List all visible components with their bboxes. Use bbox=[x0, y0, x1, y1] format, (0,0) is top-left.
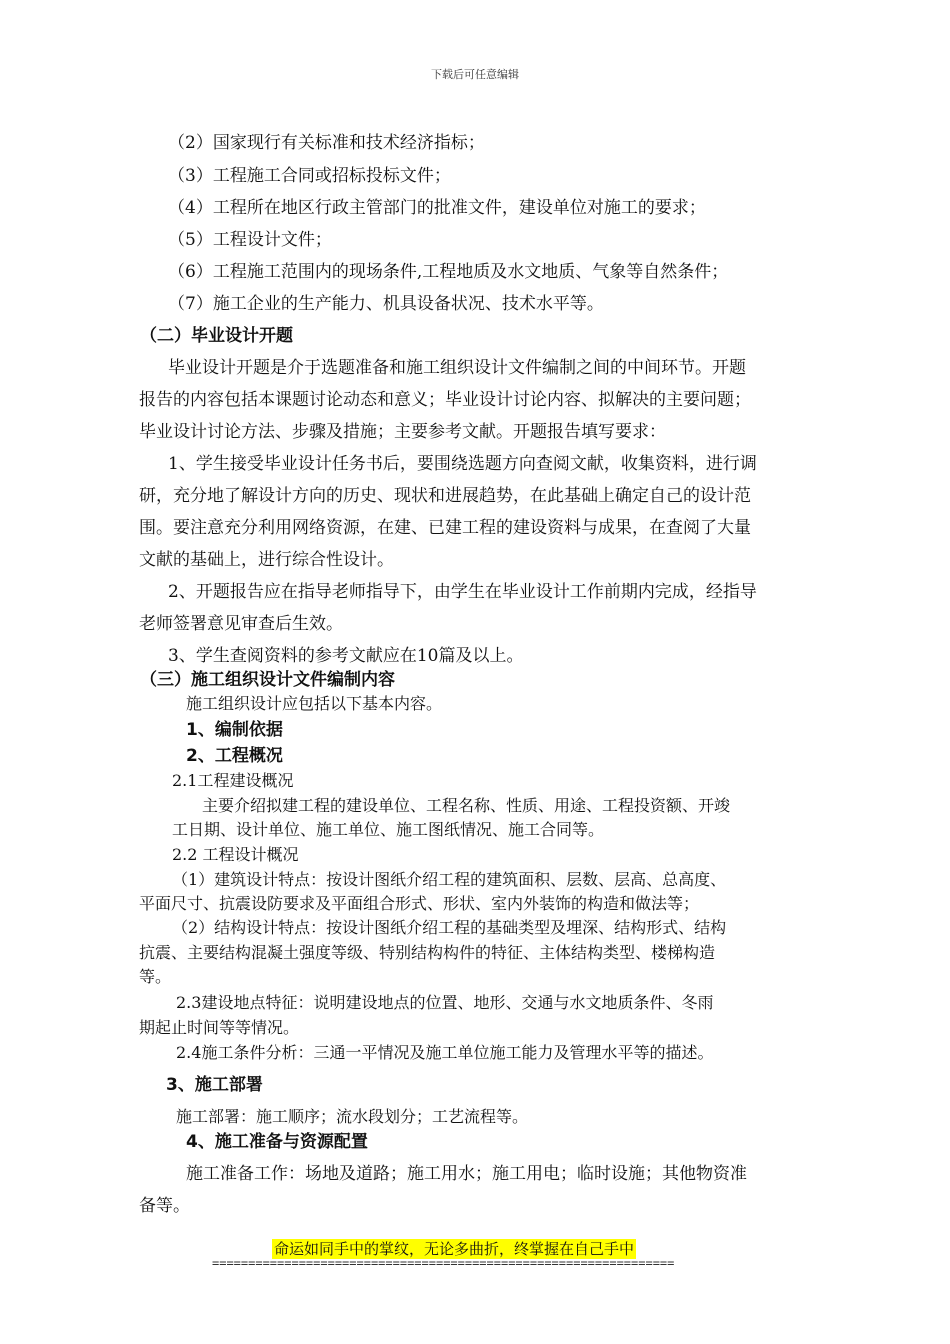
paragraph-line: 毕业设计开题是介于选题准备和施工组织设计文件编制之间的中间环节。开题 bbox=[168, 358, 746, 378]
basis-item: （5）工程设计文件； bbox=[168, 230, 332, 250]
requirement-line: 围。要注意充分利用网络资源，在建、已建工程的建设资料与成果，在查阅了大量 bbox=[139, 518, 751, 538]
subsection-heading: 3、施工部署 bbox=[166, 1075, 263, 1095]
paragraph-line: （1）建筑设计特点：按设计图纸介绍工程的建筑面积、层数、层高、总高度、 bbox=[172, 870, 727, 889]
paragraph-line: 平面尺寸、抗震设防要求及平面组合形式、形状、室内外装饰的构造和做法等； bbox=[139, 894, 700, 913]
paragraph-line: 2.4施工条件分析：三通一平情况及施工单位施工能力及管理水平等的描述。 bbox=[176, 1043, 714, 1062]
paragraph-line: 工日期、设计单位、施工单位、施工图纸情况、施工合同等。 bbox=[172, 820, 605, 839]
requirement-line: 文献的基础上，进行综合性设计。 bbox=[139, 550, 394, 570]
paragraph-line: 施工组织设计应包括以下基本内容。 bbox=[186, 694, 443, 713]
section-heading: （三）施工组织设计文件编制内容 bbox=[140, 670, 395, 690]
paragraph-line: （2）结构设计特点：按设计图纸介绍工程的基础类型及埋深、结构形式、结构 bbox=[172, 918, 727, 937]
paragraph-line: 报告的内容包括本课题讨论动态和意义；毕业设计讨论内容、拟解决的主要问题； bbox=[139, 390, 751, 410]
basis-item: （2）国家现行有关标准和技术经济指标； bbox=[168, 133, 485, 153]
requirement-line: 老师签署意见审查后生效。 bbox=[139, 614, 343, 634]
header-note: 下载后可任意编辑 bbox=[431, 68, 519, 81]
paragraph-line: 期起止时间等等情况。 bbox=[139, 1018, 300, 1037]
subsection-title: 2.1工程建设概况 bbox=[172, 771, 294, 790]
subsection-heading: 1、编制依据 bbox=[186, 720, 283, 740]
paragraph-line: 等。 bbox=[139, 967, 172, 986]
paragraph-line: 施工部署：施工顺序；流水段划分；工艺流程等。 bbox=[176, 1107, 529, 1126]
footer-banner: 命运如同手中的掌纹，无论多曲折，终掌握在自己手中 bbox=[274, 1240, 635, 1258]
section-heading: （二）毕业设计开题 bbox=[140, 326, 293, 346]
subsection-title: 2.2 工程设计概况 bbox=[172, 845, 299, 864]
basis-item: （7）施工企业的生产能力、机具设备状况、技术水平等。 bbox=[168, 294, 604, 314]
paragraph-line: 2.3建设地点特征：说明建设地点的位置、地形、交通与水文地质条件、冬雨 bbox=[176, 993, 714, 1012]
footer-rule: ================================================================ bbox=[212, 1256, 675, 1270]
paragraph-line: 抗震、主要结构混凝土强度等级、特别结构构件的特征、主体结构类型、楼梯构造 bbox=[139, 943, 716, 962]
basis-item: （6）工程施工范围内的现场条件,工程地质及水文地质、气象等自然条件； bbox=[168, 262, 729, 282]
requirement-line: 3、学生查阅资料的参考文献应在10篇及以上。 bbox=[168, 646, 524, 666]
paragraph-line: 主要介绍拟建工程的建设单位、工程名称、性质、用途、工程投资额、开竣 bbox=[202, 796, 731, 815]
basis-item: （3）工程施工合同或招标投标文件； bbox=[168, 166, 451, 186]
paragraph-line: 备等。 bbox=[139, 1196, 190, 1216]
requirement-line: 1、学生接受毕业设计任务书后，要围绕选题方向查阅文献，收集资料，进行调 bbox=[168, 454, 757, 474]
paragraph-line: 施工准备工作：场地及道路；施工用水；施工用电；临时设施；其他物资准 bbox=[186, 1164, 747, 1184]
basis-item: （4）工程所在地区行政主管部门的批准文件，建设单位对施工的要求； bbox=[168, 198, 706, 218]
subsection-heading: 4、施工准备与资源配置 bbox=[186, 1132, 368, 1152]
requirement-line: 2、开题报告应在指导老师指导下，由学生在毕业设计工作前期内完成，经指导 bbox=[168, 582, 757, 602]
requirement-line: 研，充分地了解设计方向的历史、现状和进展趋势，在此基础上确定自己的设计范 bbox=[139, 486, 751, 506]
paragraph-line: 毕业设计讨论方法、步骤及措施；主要参考文献。开题报告填写要求： bbox=[139, 422, 666, 442]
subsection-heading: 2、工程概况 bbox=[186, 746, 283, 766]
